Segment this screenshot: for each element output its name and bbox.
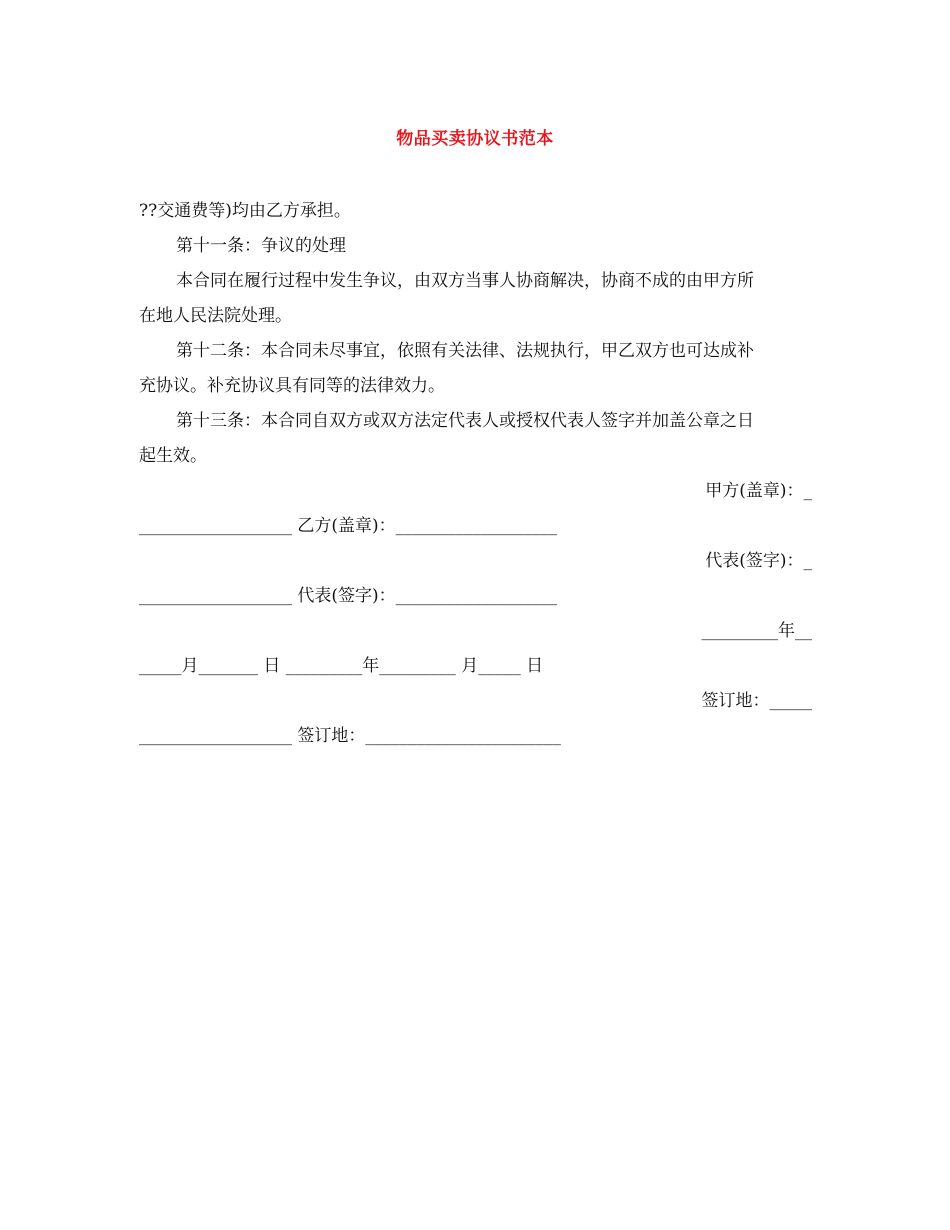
representative-signature-line: __________________ 代表(签字)：___________________	[139, 586, 558, 606]
paragraph-line: 充协议。补充协议具有同等的法律效力。	[139, 376, 445, 396]
paragraph-line: 在地人民法院处理。	[139, 306, 292, 326]
article-12-line: 第十二条：本合同未尽事宜，依照有关法律、法规执行，甲乙双方也可达成补	[176, 341, 754, 361]
paragraph-line: 本合同在履行过程中发生争议，由双方当事人协商解决，协商不成的由甲方所	[176, 271, 754, 291]
representative-signature-label: 代表(签字)：_	[705, 551, 812, 571]
signing-place-label: 签订地：_____	[701, 691, 812, 711]
party-b-seal-line: __________________ 乙方(盖章)：___________________	[139, 516, 558, 536]
paragraph-line: 起生效。	[139, 446, 207, 466]
article-13-line: 第十三条：本合同自双方或双方法定代表人或授权代表人签字并加盖公章之日	[176, 411, 754, 431]
document-title: 物品买卖协议书范本	[396, 129, 554, 149]
document-body	[139, 194, 812, 754]
date-year-field: _________年__	[701, 621, 812, 641]
signing-place-line: __________________ 签订地：_______________________	[139, 726, 561, 746]
article-11-heading: 第十一条：争议的处理	[176, 236, 346, 256]
party-a-seal-label: 甲方(盖章)：_	[705, 481, 812, 501]
date-line: _____月_______ 日 _________年_________ 月_____ 日	[139, 656, 544, 676]
paragraph-line: ??交通费等)均由乙方承担。	[139, 201, 351, 221]
